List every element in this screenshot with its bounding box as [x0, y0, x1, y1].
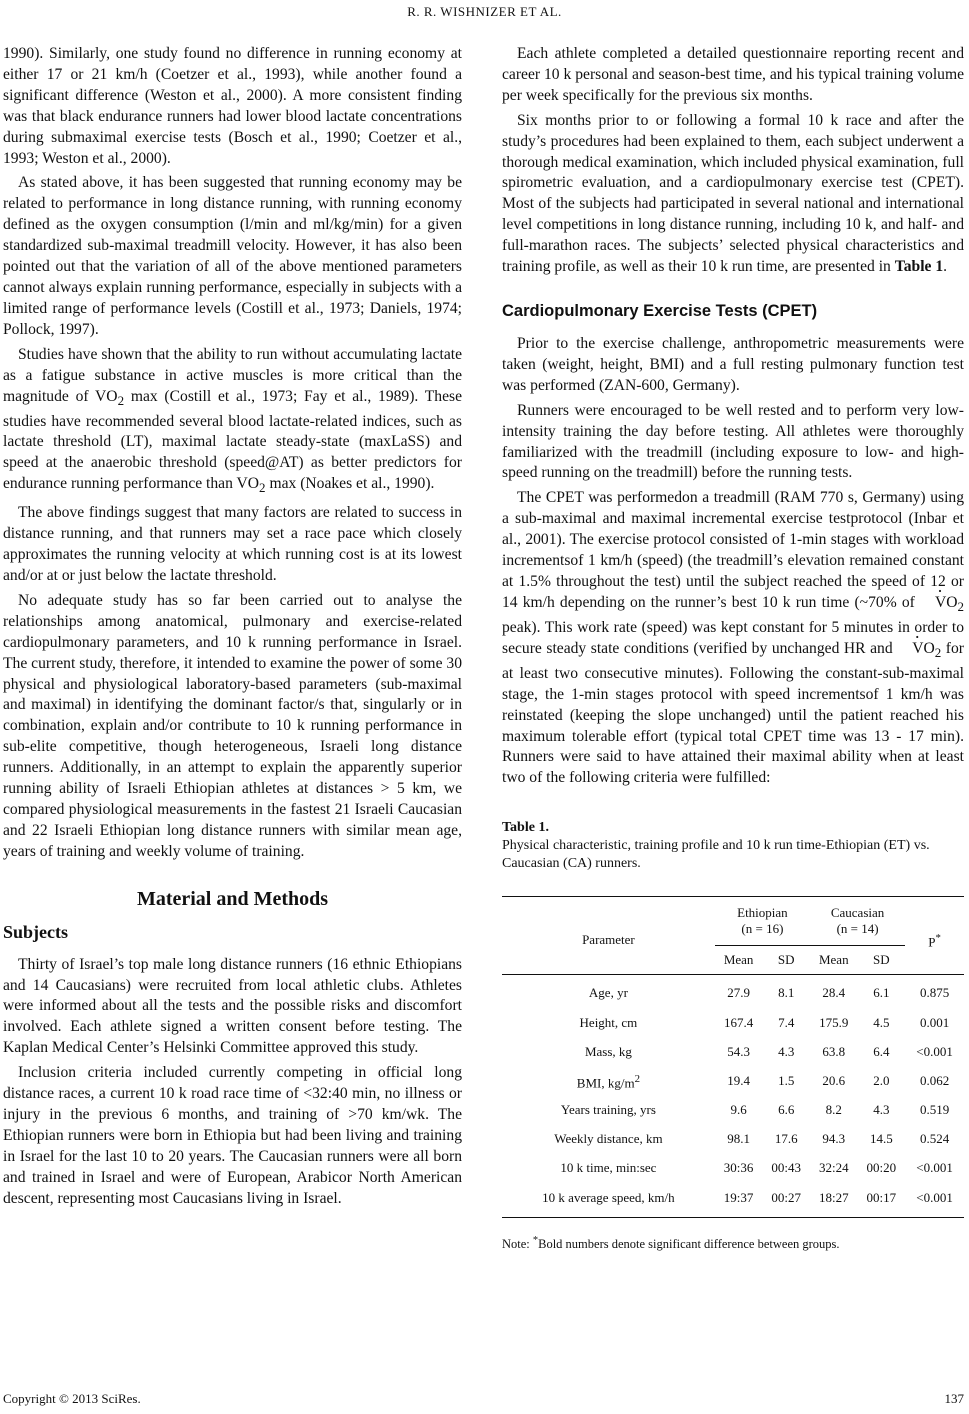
cell-parameter-text: 10 k average speed, km/h [542, 1189, 675, 1205]
cell-caucasian-sd [858, 1038, 906, 1067]
cell-parameter [502, 1125, 715, 1154]
cell-parameter [502, 1067, 715, 1096]
cell-caucasian-mean-text: 32:24 [818, 1160, 849, 1176]
cell-ethiopian-mean [715, 1154, 763, 1183]
cell-ethiopian-sd-text: 4.3 [778, 1043, 795, 1059]
text-run: Studies have shown that the ability to run without accumulating lactate as a fatigue substance in active muscles is more critical than the magnitude of VO [3, 345, 462, 405]
cell-caucasian-mean-text: 18:27 [818, 1189, 849, 1205]
cell-parameter-text: Years training, yrs [560, 1102, 656, 1118]
cell-parameter-text: 10 k time, min:sec [560, 1160, 657, 1176]
cell-p-value-text: <0.001 [916, 1189, 953, 1205]
cell-ethiopian-mean-text: 98.1 [727, 1131, 750, 1147]
subsection-heading: Subjects [3, 921, 69, 942]
text-run: max (Costill et al., 1973; Fay et al., 1989). These studies have recommended several blood lactate-related indices, such as lactate threshold (LT), maximal lactate steady-state (maxLaSS) and speed at the anaerobic threshold (speed@AT) as better predictors for endurance running performance than VO [3, 387, 463, 493]
group-n: (n = 14) [836, 921, 879, 937]
table-row [502, 975, 964, 1009]
vo-text: VO [912, 639, 935, 657]
paragraph [3, 345, 462, 500]
text-run: . [943, 258, 948, 276]
cell-ethiopian-mean [715, 975, 763, 1009]
cell-caucasian-sd-text: 14.5 [869, 1131, 893, 1147]
cell-parameter-text: Mass, kg [584, 1043, 632, 1059]
right-column [502, 44, 964, 1255]
running-head: R. R. WISHNIZER ET AL. [407, 4, 562, 19]
table-row [502, 1096, 964, 1125]
cell-caucasian-sd-text: 2.0 [873, 1072, 890, 1088]
cell-caucasian-mean-text: 63.8 [822, 1043, 846, 1059]
cell-ethiopian-sd-text: 17.6 [774, 1131, 798, 1147]
cell-caucasian-sd [858, 1184, 906, 1218]
cell-caucasian-sd-text: 00:17 [866, 1189, 897, 1205]
cell-caucasian-sd-text: 00:20 [866, 1160, 897, 1176]
cell-ethiopian-mean-text: 30:36 [723, 1160, 754, 1176]
cell-caucasian-sd [858, 1154, 906, 1183]
cell-ethiopian-mean [715, 1008, 763, 1037]
table-row [502, 1008, 964, 1037]
cell-caucasian-sd-text: 4.3 [873, 1102, 890, 1118]
table-label: Table 1. [502, 820, 549, 836]
column-header-sd: SD [858, 946, 906, 975]
paragraph: Each athlete completed a detailed questionnaire reporting recent and career 10 k personal and season-best time, and his typical training volume per week specifically for the previous six months. [502, 45, 964, 104]
vo-text: VO [934, 593, 958, 611]
column-header-p [905, 897, 964, 975]
cell-ethiopian-sd [762, 1038, 810, 1067]
cell-ethiopian-sd [762, 975, 810, 1009]
text-run: peak). This work rate (speed) was kept constant for 5 minutes in order to secure steady state conditions (verified by unchanged HR and [502, 618, 964, 657]
cell-caucasian-mean [810, 1096, 858, 1125]
cell-ethiopian-mean-text: 167.4 [723, 1014, 754, 1030]
cell-p-value-text: 0.524 [919, 1131, 950, 1147]
cell-p-value-text: 0.519 [919, 1102, 950, 1118]
cell-caucasian-mean-text: 94.3 [822, 1131, 846, 1147]
paragraph: Inclusion criteria included currently competing in official long distance races, a current 10 k road race time of <32:40 min, no illness or injury in the previous 6 months, and training of >70 km/wk. The Ethiopian runners were born in Ethiopia but had been living and training in Israel for the last 10 to 20 years. The Caucasian runners were all born and trained in Israel and were of European, Arabicor North American descent, representing most Caucasians living in Israel. [3, 1064, 462, 1207]
cell-ethiopian-mean [715, 1096, 763, 1125]
paragraph: Runners were encouraged to be well rested and to perform very low-intensity training the day before testing. All athletes were thoroughly familiarized with the treadmill (including exposure to low- and high-speed running on the treadmill) before the running tests. [502, 401, 964, 482]
column-header-caucasian [810, 897, 905, 946]
cell-caucasian-mean [810, 1008, 858, 1037]
table-row [502, 1154, 964, 1183]
cell-p-value [905, 1038, 964, 1067]
cell-caucasian-mean [810, 1154, 858, 1183]
cell-ethiopian-sd [762, 1184, 810, 1218]
paragraph [502, 111, 964, 278]
cell-caucasian-sd [858, 1125, 906, 1154]
cell-parameter [502, 1184, 715, 1218]
paragraph: Thirty of Israel’s top male long distance runners (16 ethnic Ethiopians and 14 Caucasians) were recruited from local athletic clubs. Athletes were informed about all the tests and the possible risks and discomfort involved. Each athlete signed a written consent before testing. The Kaplan Medical Center’s Helsinki Committee approved this study. [3, 955, 462, 1057]
cell-caucasian-mean [810, 1067, 858, 1096]
cell-caucasian-sd [858, 1008, 906, 1037]
text-run: for at least two consecutive minutes). Following the constant-sub-maximal stage, the 1-min stages protocol with speed incrementsof 1 km/h was reinstated (keeping the slope unchanged) until the patient reached his maximum tolerable effort (typical total CPET time was 13 - 17 min). Runners were said to have attained their maximal ability when at least two of the following criteria were fulfilled: [502, 639, 964, 787]
cell-p-value-text: <0.001 [916, 1043, 953, 1059]
table-1 [502, 896, 964, 1218]
table-note [502, 1231, 964, 1255]
cell-p-value [905, 1067, 964, 1096]
table-row [502, 1184, 964, 1218]
text-run: max (Noakes et al., 1990). [265, 475, 435, 493]
cell-p-value [905, 1096, 964, 1125]
note-text: Bold numbers denote significant difference between groups. [538, 1236, 840, 1251]
cell-caucasian-sd-text: 4.5 [873, 1014, 890, 1030]
column-header-ethiopian [715, 897, 810, 946]
column-header-sd: SD [762, 946, 810, 975]
cell-parameter [502, 975, 715, 1009]
cell-caucasian-sd [858, 1067, 906, 1096]
paragraph: 1990). Similarly, one study found no difference in running economy at either 17 or 21 km/h (Coetzer et al., 1993), while another found a significant difference (Weston et al., 2000). A more consistent finding was that black endurance runners had lower blood lactate concentrations during submaximal exercise tests (Bosch et al., 1990; Coetzer et al., 1993; Weston et al., 2000). [3, 45, 462, 167]
cell-ethiopian-mean [715, 1038, 763, 1067]
subscript: 2 [117, 392, 125, 408]
subscript: 2 [957, 598, 964, 614]
subscript: 2 [934, 644, 942, 660]
cell-p-value [905, 1008, 964, 1037]
superscript: 2 [634, 1072, 641, 1085]
cell-ethiopian-sd-text: 00:43 [771, 1160, 801, 1176]
cell-caucasian-sd-text: 6.1 [873, 985, 890, 1001]
cell-parameter [502, 1096, 715, 1125]
column-header-parameter: Parameter [502, 897, 715, 975]
table-reference: Table 1 [894, 258, 944, 276]
cell-parameter [502, 1038, 715, 1067]
cell-p-value-text: 0.875 [919, 985, 950, 1001]
vo2-symbol [897, 639, 941, 664]
p-label: P [928, 933, 936, 949]
group-name: Caucasian [830, 905, 885, 921]
paragraph: No adequate study has so far been carried out to analyse the relationships among anatomical, pulmonary and exercise-related cardiopulmonary parameters, and 10 k running performance in Israel. The current study, therefore, it intended to examine the power of some 30 physical and physiological laboratory-based parameters (sub-maximal and maximal) in identifying the dominant factor/s that, singularly or in combination, explain and/or contribute to 10 k running performance in sub-elite competitive, though heterogeneous, Israeli long distance runners. Additionally, in an attempt to explain the apparently superior running ability of Israeli Ethiopian athletes at distances > 5 km, we compared physiological measurements in the fastest 21 Israeli Caucasian and 22 Israeli Ethiopian long distance runners with similar mean age, years of training and weekly volume of training. [3, 591, 462, 860]
group-n: (n = 16) [741, 921, 784, 937]
cell-parameter-text: Age, yr [588, 985, 628, 1001]
copyright: Copyright © 2013 SciRes. [3, 1391, 141, 1406]
table-row [502, 1038, 964, 1067]
cell-parameter-text: BMI, kg/m [576, 1075, 635, 1091]
table-row [502, 1125, 964, 1154]
cell-p-value-text: 0.062 [919, 1072, 950, 1088]
superscript: * [532, 1234, 539, 1246]
left-column [3, 44, 462, 1214]
text-run: The CPET was performedon a treadmill (RAM 770 s, Germany) using a sub-maximal and maximal incremental exercise testprotocol (Inbar et al., 2001). The exercise protocol consisted of 1-min stages with workload incrementsof 1 km/h (speed) (the treadmill’s elevation remained constant at 1.5% throughout the test) until the subject reached the speed of 12 or 14 km/h depending on the runner’s best 10 k run time (~70% of [502, 489, 964, 611]
cell-ethiopian-mean-text: 9.6 [730, 1102, 747, 1118]
cell-ethiopian-mean-text: 19:37 [723, 1189, 754, 1205]
cell-ethiopian-mean-text: 19.4 [727, 1072, 750, 1088]
cell-ethiopian-sd-text: 6.6 [778, 1102, 795, 1118]
cell-p-value [905, 1125, 964, 1154]
cell-parameter-text: Weekly distance, km [554, 1131, 663, 1147]
cell-p-value [905, 1184, 964, 1218]
cell-caucasian-mean-text: 20.6 [822, 1072, 846, 1088]
cell-caucasian-sd-text: 6.4 [873, 1043, 890, 1059]
cell-ethiopian-sd-text: 00:27 [771, 1189, 801, 1205]
cell-caucasian-mean-text: 28.4 [822, 985, 846, 1001]
cell-caucasian-mean [810, 1038, 858, 1067]
cell-parameter-text: Height, cm [579, 1014, 638, 1030]
cell-parameter [502, 1154, 715, 1183]
cell-caucasian-mean [810, 1184, 858, 1218]
cell-p-value [905, 1154, 964, 1183]
superscript: * [935, 931, 941, 944]
column-header-mean: Mean [715, 946, 763, 975]
section-heading: Material and Methods [136, 887, 329, 910]
cell-ethiopian-sd [762, 1096, 810, 1125]
cell-caucasian-mean [810, 1125, 858, 1154]
group-name: Ethiopian [737, 905, 788, 921]
subscript: 2 [259, 480, 266, 496]
cell-p-value-text: <0.001 [916, 1160, 953, 1176]
paragraph [502, 488, 964, 789]
cell-ethiopian-mean [715, 1125, 763, 1154]
table-body [502, 975, 964, 1218]
cell-ethiopian-mean [715, 1184, 763, 1218]
cell-caucasian-sd [858, 1096, 906, 1125]
cell-ethiopian-sd-text: 7.4 [778, 1014, 795, 1030]
paragraph: As stated above, it has been suggested that running economy may be related to performance in long distance running, with running economy defined as the oxygen consumption (l/min and ml/kg/min) for a given standardized sub-maximal treadmill velocity. However, it has also been pointed out that the variation of all of the above mentioned parameters cannot always explain running performance, especially in subjects with a limited range of performance levels (Costill et al., 1973; Daniels, 1974; Pollock, 1997). [3, 174, 462, 338]
note-prefix: Note: [502, 1236, 533, 1251]
page-number: 137 [944, 1391, 964, 1406]
cell-caucasian-mean [810, 975, 858, 1009]
cell-ethiopian-mean-text: 27.9 [727, 985, 750, 1001]
paragraph: Prior to the exercise challenge, anthropometric measurements were taken (weight, height, BMI) and a full resting pulmonary function test was performed (ZAN-600, Germany). [502, 334, 964, 394]
cell-p-value-text: 0.001 [919, 1014, 950, 1030]
cell-caucasian-sd [858, 975, 906, 1009]
cell-parameter [502, 1008, 715, 1037]
cell-ethiopian-sd [762, 1067, 810, 1096]
cell-ethiopian-sd [762, 1154, 810, 1183]
cell-ethiopian-mean-text: 54.3 [727, 1043, 750, 1059]
cell-ethiopian-sd [762, 1008, 810, 1037]
cell-ethiopian-sd [762, 1125, 810, 1154]
vo2-symbol [920, 593, 964, 618]
paragraph: The above findings suggest that many factors are related to success in distance running, and that runners may set a race pace which closely approximates the running velocity at which running cost is at its lowest and/or at or just below the lactate threshold. [3, 504, 462, 584]
cell-ethiopian-sd-text: 1.5 [778, 1072, 795, 1088]
text-run: Six months prior to or following a formal 10 k race and after the study’s procedures had been explained to them, each subject underwent a thorough medical examination, which included physical examination, full spirometric evaluation, and a cardiopulmonary exercise test (CPET). Most of the subjects had participated in several national and international level competitions in long distance running, including 10 k, and half- and full-marathon races. The subjects’ selected physical characteristics and training profile, as well as their 10 k run time, are presented in [502, 111, 964, 276]
cell-ethiopian-mean [715, 1067, 763, 1096]
table-caption: Physical characteristic, training profile and 10 k run time-Ethiopian (ET) vs. Caucasian (CA) runners. [502, 838, 930, 872]
cell-caucasian-mean-text: 8.2 [825, 1102, 842, 1118]
section-heading: Cardiopulmonary Exercise Tests (CPET) [502, 301, 818, 320]
table-row [502, 1067, 964, 1096]
cell-p-value [905, 975, 964, 1009]
column-header-mean: Mean [810, 946, 858, 975]
cell-ethiopian-sd-text: 8.1 [778, 985, 795, 1001]
cell-caucasian-mean-text: 175.9 [819, 1014, 849, 1030]
